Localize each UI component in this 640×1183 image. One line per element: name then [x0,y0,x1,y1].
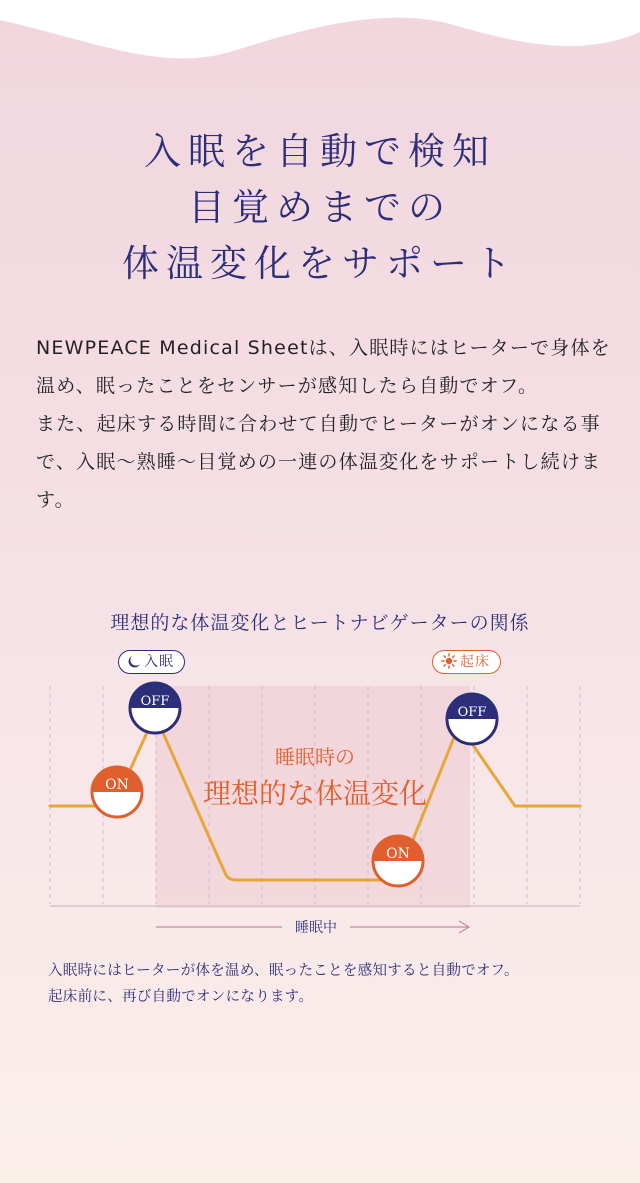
sleep-onset-text: 入眠 [144,654,174,670]
on-marker-2-label: ON [386,846,410,862]
off-marker-2 [447,694,497,744]
caption-line-2: 起床前に、再び自動でオンになります。 [48,989,314,1005]
headline [0,124,640,292]
description-paragraph-1: NEWPEACE Medical Sheetは、入眠時にはヒーターで身体を温め、眠ったことをセンサーが感知したら自動でオフ。 [36,337,611,397]
chart-title: 理想的な体温変化とヒートナビゲーターの関係 [110,612,530,634]
off-marker-2-label: OFF [457,705,487,720]
on-marker-1 [92,767,142,817]
sun-icon [441,653,457,669]
off-marker-1 [130,683,180,733]
description-paragraph-2: また、起床する時間に合わせて自動でヒーターがオンになる事で、入眠〜熟睡〜目覚めの一連の体温変化をサポートし続けます。 [36,413,602,511]
on-marker-1-label: ON [105,777,129,793]
headline-line-3: 体温変化をサポート [122,242,518,285]
center-label-line-2: 理想的な体温変化 [202,777,428,810]
chart-caption [48,958,618,1010]
temperature-chart [0,680,640,940]
wake-text: 起床 [460,654,490,670]
header-wave [0,0,640,90]
on-marker-2 [373,836,423,886]
sleep-onset-label [118,650,185,674]
wake-label [432,650,501,674]
sleeping-label: 睡眠中 [295,920,337,936]
description [36,329,616,519]
headline-line-1: 入眠を自動で検知 [144,130,496,173]
moon-icon [127,655,141,669]
sleeping-arrow [156,919,469,936]
caption-line-1: 入眠時にはヒーターが体を温め、眠ったことを感知すると自動でオフ。 [48,963,519,979]
center-label-line-1: 睡眠時の [275,745,355,769]
off-marker-1-label: OFF [140,694,170,709]
headline-line-2: 目覚めまでの [188,186,452,229]
